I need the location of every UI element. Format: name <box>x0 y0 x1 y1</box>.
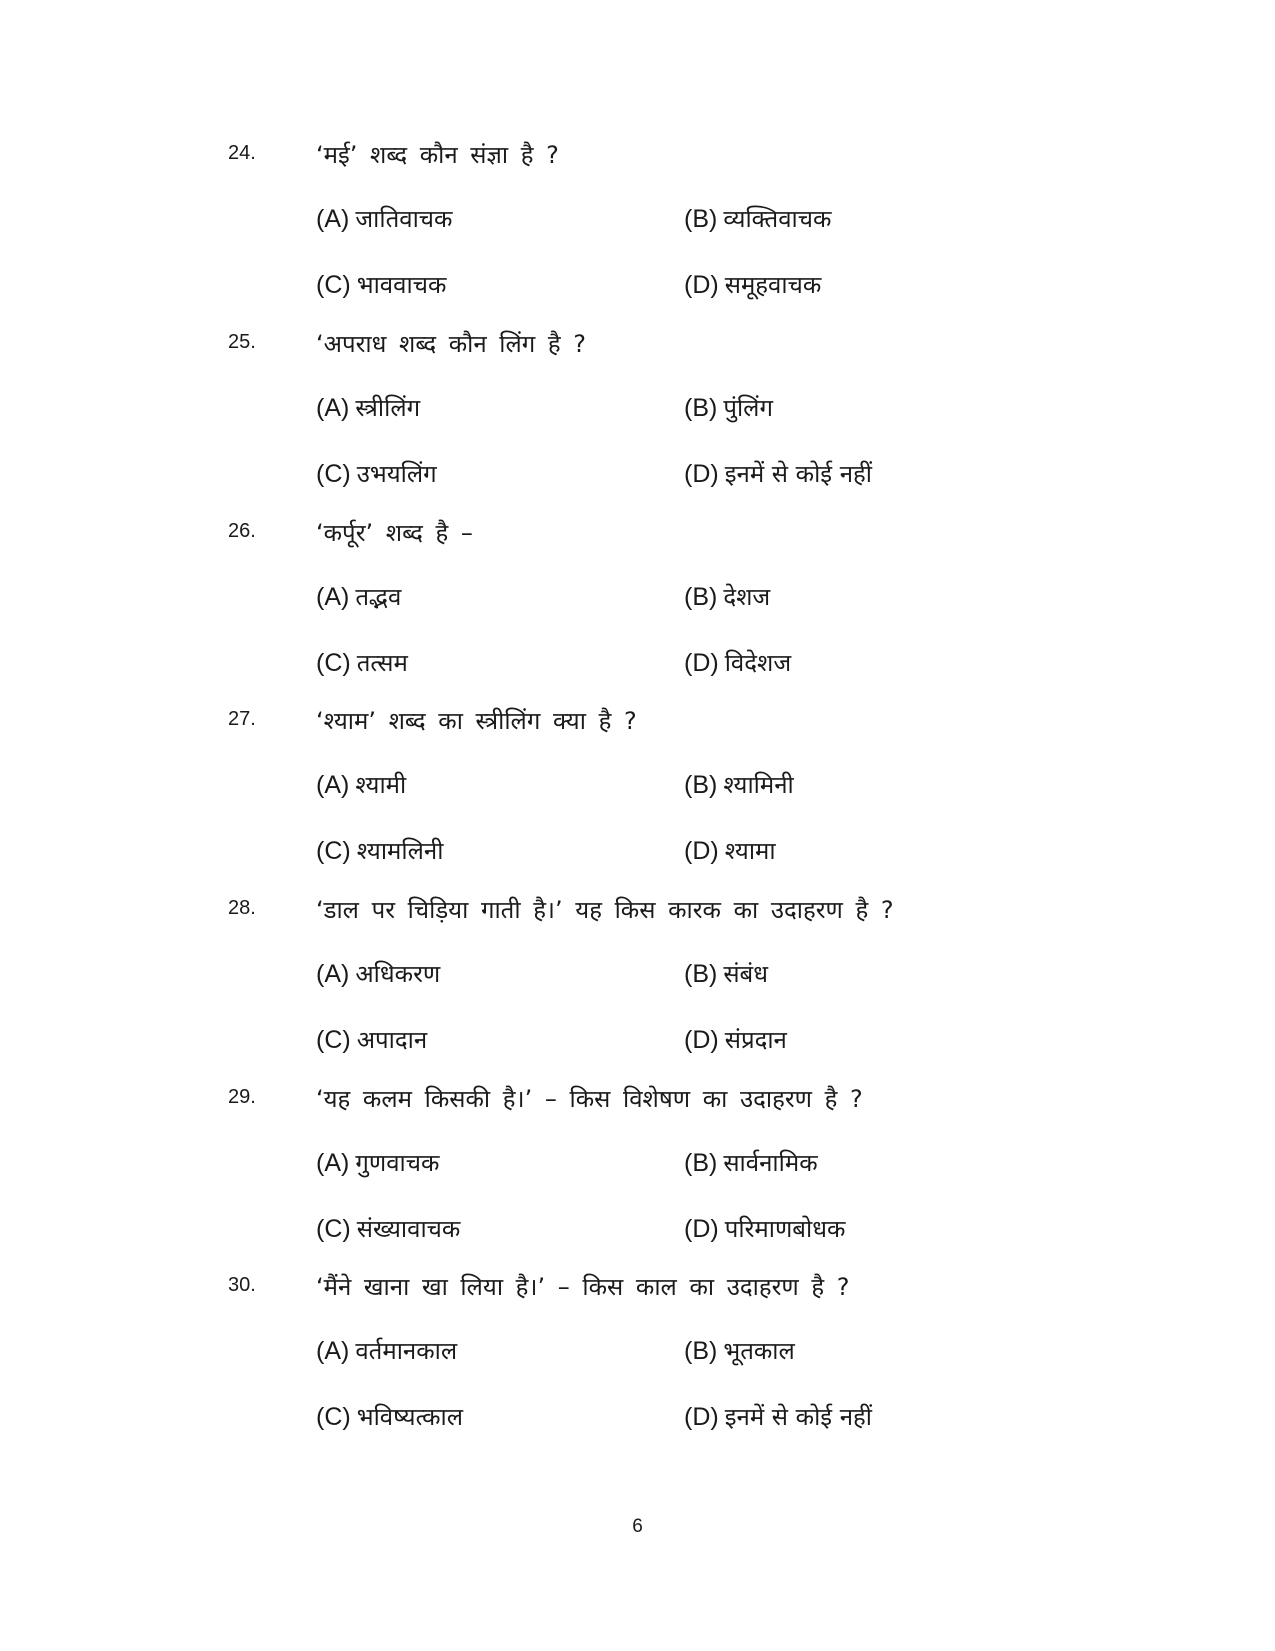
option-label: (A) <box>316 205 350 233</box>
option-text: श्यामिनी <box>723 771 794 799</box>
question-number: 24. <box>228 142 256 164</box>
question-text: ‘मैंने खाना खा लिया है।’ – किस काल का उदाहरण है ? <box>316 1273 850 1301</box>
option-label: (A) <box>316 1149 350 1177</box>
question-24 <box>0 138 1275 328</box>
question-text: ‘डाल पर चिड़िया गाती है।’ यह किस कारक का उदाहरण है ? <box>316 896 894 924</box>
option-c <box>316 457 437 490</box>
option-label: (A) <box>316 1337 350 1365</box>
question-number: 26. <box>228 520 256 542</box>
option-text: भाववाचक <box>356 271 447 299</box>
option-d <box>684 268 821 301</box>
option-text: परिमाणबोधक <box>724 1215 846 1243</box>
question-number: 25. <box>228 331 256 353</box>
option-text: तत्सम <box>356 649 408 677</box>
option-a <box>316 202 452 235</box>
option-b <box>684 957 768 990</box>
option-text: स्त्रीलिंग <box>355 394 421 422</box>
option-a <box>316 391 420 424</box>
option-text: गुणवाचक <box>355 1149 440 1177</box>
option-text: विदेशज <box>724 649 792 677</box>
option-d <box>684 834 776 867</box>
option-label: (B) <box>684 205 718 233</box>
option-label: (B) <box>684 394 718 422</box>
question-text: ‘अपराध शब्द कौन लिंग है ? <box>316 330 587 358</box>
option-text: अधिकरण <box>355 960 441 988</box>
option-label: (B) <box>684 583 718 611</box>
option-text: इनमें से कोई नहीं <box>724 1403 872 1431</box>
option-text: भूतकाल <box>723 1337 795 1365</box>
question-number: 29. <box>228 1086 256 1108</box>
option-label: (A) <box>316 771 350 799</box>
option-c <box>316 268 446 301</box>
option-b <box>684 580 770 613</box>
option-label: (D) <box>684 1026 719 1054</box>
question-text: ‘कर्पूर’ शब्द है – <box>316 519 473 547</box>
option-label: (D) <box>684 460 719 488</box>
option-text: देशज <box>723 583 771 611</box>
option-label: (D) <box>684 271 719 299</box>
option-text: श्यामलिनी <box>356 837 444 865</box>
option-label: (D) <box>684 1215 719 1243</box>
question-number: 28. <box>228 897 256 919</box>
option-text: उभयलिंग <box>356 460 437 488</box>
option-c <box>316 1023 427 1056</box>
option-text: संबंध <box>723 960 769 988</box>
option-b <box>684 1146 818 1179</box>
question-text: ‘मई’ शब्द कौन संज्ञा है ? <box>316 141 559 169</box>
option-d <box>684 457 872 490</box>
option-text: भविष्यत्काल <box>356 1403 463 1431</box>
option-text: समूहवाचक <box>724 271 822 299</box>
option-text: जातिवाचक <box>355 205 453 233</box>
question-25 <box>0 327 1275 517</box>
option-b <box>684 1334 795 1367</box>
option-c <box>316 646 408 679</box>
option-text: तद्भव <box>355 583 402 611</box>
option-a <box>316 768 406 801</box>
option-text: इनमें से कोई नहीं <box>724 460 872 488</box>
option-c <box>316 834 443 867</box>
option-d <box>684 1400 872 1433</box>
option-text: श्यामी <box>355 771 407 799</box>
option-label: (C) <box>316 649 351 677</box>
question-27 <box>0 704 1275 894</box>
option-label: (C) <box>316 837 351 865</box>
option-label: (C) <box>316 1026 351 1054</box>
question-number: 30. <box>228 1274 256 1296</box>
option-d <box>684 646 791 679</box>
option-label: (C) <box>316 1403 351 1431</box>
option-text: श्यामा <box>724 837 776 865</box>
question-28 <box>0 893 1275 1083</box>
option-d <box>684 1023 787 1056</box>
question-text: ‘श्याम’ शब्द का स्त्रीलिंग क्या है ? <box>316 707 637 735</box>
option-text: संप्रदान <box>724 1026 787 1054</box>
option-text: व्यक्तिवाचक <box>723 205 832 233</box>
option-label: (B) <box>684 960 718 988</box>
option-label: (D) <box>684 837 719 865</box>
question-29 <box>0 1082 1275 1272</box>
question-26 <box>0 516 1275 706</box>
option-a <box>316 1146 439 1179</box>
option-label: (A) <box>316 583 350 611</box>
option-b <box>684 768 794 801</box>
option-c <box>316 1400 463 1433</box>
option-label: (B) <box>684 1337 718 1365</box>
page-number: 6 <box>632 1516 643 1537</box>
option-label: (C) <box>316 271 351 299</box>
option-label: (A) <box>316 394 350 422</box>
option-label: (C) <box>316 460 351 488</box>
option-label: (A) <box>316 960 350 988</box>
question-text: ‘यह कलम किसकी है।’ – किस विशेषण का उदाहरण है ? <box>316 1085 863 1113</box>
option-c <box>316 1212 460 1245</box>
question-30 <box>0 1270 1275 1460</box>
option-label: (B) <box>684 1149 718 1177</box>
option-d <box>684 1212 845 1245</box>
option-a <box>316 580 401 613</box>
option-label: (C) <box>316 1215 351 1243</box>
option-label: (D) <box>684 1403 719 1431</box>
option-text: अपादान <box>356 1026 428 1054</box>
option-text: सार्वनामिक <box>723 1149 818 1177</box>
option-text: पुंलिंग <box>723 394 773 422</box>
option-b <box>684 391 773 424</box>
option-label: (B) <box>684 771 718 799</box>
option-a <box>316 1334 457 1367</box>
option-a <box>316 957 440 990</box>
option-label: (D) <box>684 649 719 677</box>
option-b <box>684 202 831 235</box>
question-number: 27. <box>228 708 256 730</box>
option-text: संख्यावाचक <box>356 1215 461 1243</box>
option-text: वर्तमानकाल <box>355 1337 458 1365</box>
